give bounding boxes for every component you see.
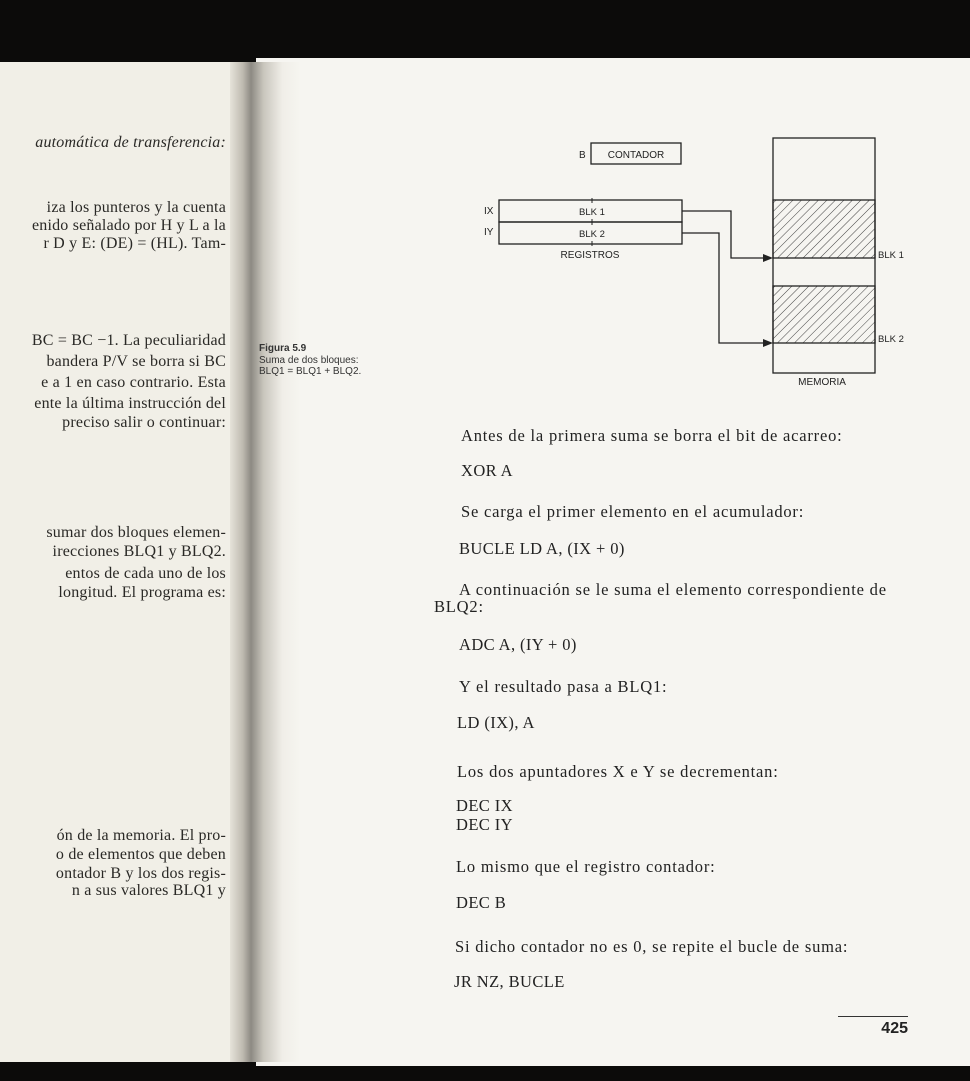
body-paragraph: Se carga el primer elemento en el acumulador: — [461, 502, 805, 521]
left-line: enido señalado por H y L a la — [31, 217, 226, 234]
b-register-label: B — [579, 150, 586, 161]
body-paragraph: Los dos apuntadores X e Y se decrementan: — [457, 762, 779, 781]
left-line: n a sus valores BLQ1 y — [71, 882, 226, 899]
code-line: DEC IY — [456, 815, 513, 834]
code-line: ADC A, (IY + 0) — [459, 635, 577, 654]
body-paragraph: Y el resultado pasa a BLQ1: — [459, 677, 668, 696]
left-line: entos de cada uno de los — [65, 565, 226, 582]
left-line: bandera P/V se borra si BC — [46, 353, 226, 370]
code-line: LD (IX), A — [457, 713, 535, 732]
left-line: ente la última instrucción del — [34, 395, 226, 412]
left-line: longitud. El programa es: — [58, 584, 226, 601]
body-paragraph: Lo mismo que el registro contador: — [456, 857, 716, 876]
caption-line: Suma de dos bloques: — [259, 354, 359, 366]
left-line: irecciones BLQ1 y BLQ2. — [52, 543, 226, 560]
blk2-memory-label: BLK 2 — [878, 334, 904, 345]
code-line: BUCLE LD A, (IX + 0) — [459, 539, 625, 558]
left-line: automática de transferencia: — [35, 134, 226, 151]
left-line: ontador B y los dos regis- — [55, 865, 226, 882]
blk1-memory-area — [773, 200, 875, 258]
registros-label: REGISTROS — [560, 250, 620, 261]
blk2-memory-area — [773, 286, 875, 343]
left-line: sumar dos bloques elemen- — [46, 524, 226, 541]
ix-arrowhead — [763, 254, 773, 262]
memoria-label: MEMORIA — [798, 377, 846, 388]
left-line: BC = BC −1. La peculiaridad — [31, 332, 226, 349]
code-line: DEC B — [456, 893, 507, 912]
iy-arrowhead — [763, 339, 773, 347]
left-line: e a 1 en caso contrario. Esta — [41, 374, 226, 391]
blk1-register-label: BLK 1 — [579, 207, 605, 218]
ix-pointer-arrow — [682, 211, 766, 258]
iy-pointer-arrow — [682, 233, 766, 343]
left-line: o de elementos que deben — [55, 846, 226, 863]
iy-label: IY — [484, 227, 494, 238]
left-line: iza los punteros y la cuenta — [46, 199, 226, 216]
left-line: r D y E: (DE) = (HL). Tam- — [43, 235, 226, 252]
block-sum-diagram — [0, 0, 970, 400]
ix-label: IX — [484, 206, 494, 217]
code-line: JR NZ, BUCLE — [454, 972, 565, 991]
left-line: preciso salir o continuar: — [62, 414, 226, 431]
caption-line: BLQ1 = BLQ1 + BLQ2. — [259, 366, 362, 377]
code-line: XOR A — [461, 461, 513, 480]
page-number-rule — [838, 1016, 908, 1017]
contador-label: CONTADOR — [607, 150, 665, 161]
figure-number: Figura 5.9 — [259, 343, 307, 354]
body-paragraph: A continuación se le suma el elemento correspondiente de — [459, 580, 887, 599]
code-line: DEC IX — [456, 796, 513, 815]
blk1-memory-label: BLK 1 — [878, 250, 904, 261]
body-paragraph: BLQ2: — [434, 597, 484, 616]
body-paragraph: Si dicho contador no es 0, se repite el bucle de suma: — [455, 937, 849, 956]
left-line: ón de la memoria. El pro- — [56, 827, 226, 844]
body-paragraph: Antes de la primera suma se borra el bit de acarreo: — [461, 426, 843, 445]
blk2-register-label: BLK 2 — [579, 229, 605, 240]
figure-caption — [259, 343, 419, 378]
page-number: 425 — [881, 1020, 908, 1037]
